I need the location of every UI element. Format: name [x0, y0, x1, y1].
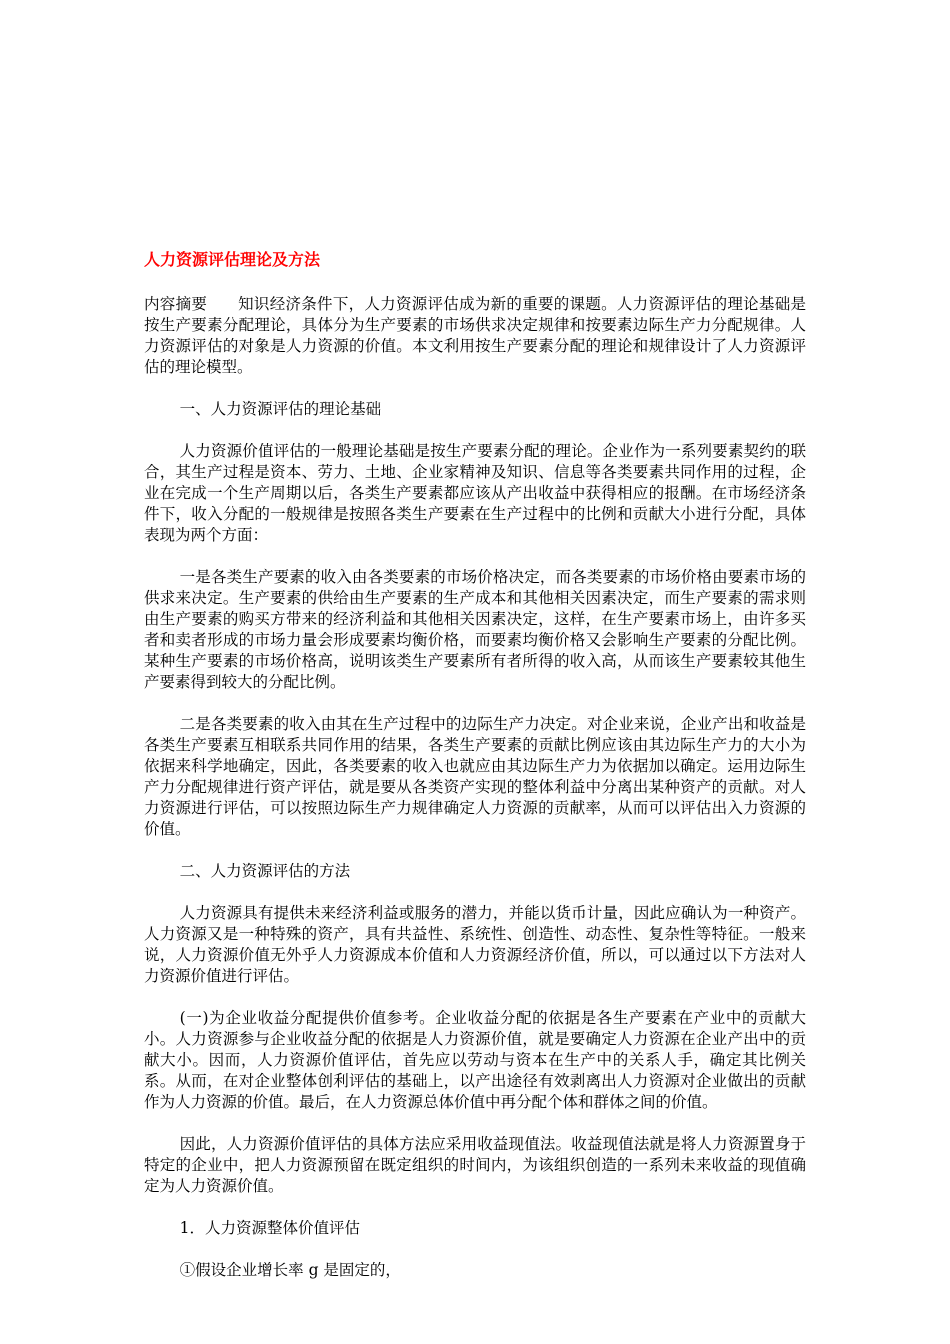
section2-sub-heading: 1．人力资源整体价值评估	[179, 1219, 361, 1237]
document-title: 人力资源评估理论及方法	[144, 250, 321, 269]
section1-paragraph-3: 二是各类要素的收入由其在生产过程中的边际生产力决定。对企业来说，企业产出和收益是各类生产要素互相联系共同作用的结果，各类生产要素的贡献比例应该由其边际生产力的大小为依据来科学地确定，因此，各类要素的收入也就应由其边际生产力为依据加以确定。运用边际生产力分配规律进行资产评估，就是要从各类资产实现的整体利益中分离出某种资产的贡献。对人力资源进行评估，可以按照边际生产力规律确定人力资源的贡献率，从而可以评估出入力资源的价值。	[144, 715, 806, 838]
section2-item-1: ①假设企业增长率 g 是固定的，	[179, 1261, 401, 1279]
abstract-label: 内容摘要	[144, 295, 208, 313]
document-page	[144, 248, 806, 1302]
abstract-text: 知识经济条件下，人力资源评估成为新的重要的课题。人力资源评估的理论基础是按生产要素分配理论，具体分为生产要素的市场供求决定规律和按要素边际生产力分配规律。人力资源评估的对象是人力资源的价值。本文利用按生产要素分配的理论和规律设计了人力资源评估的理论模型。	[144, 295, 806, 376]
section1-heading: 一、人力资源评估的理论基础	[179, 400, 382, 418]
section1-paragraph-2: 一是各类生产要素的收入由各类要素的市场价格决定，而各类要素的市场价格由要素市场的供求来决定。生产要素的供给由生产要素的生产成本和其他相关因素决定，而生产要素的需求则由生产要素的购买方带来的经济利益和其他相关因素决定，这样，在生产要素市场上，由许多买者和卖者形成的市场力量会形成要素均衡价格，而要素均衡价格又会影响生产要素的分配比例。某种生产要素的市场价格高，说明该类生产要素所有者所得的收入高，从而该生产要素较其他生产要素得到较大的分配比例。	[144, 568, 806, 691]
section2-paragraph-2: (一)为企业收益分配提供价值参考。企业收益分配的依据是各生产要素在产业中的贡献大小。人力资源参与企业收益分配的依据是人力资源价值，就是要确定人力资源在企业产出中的贡献大小。因而，人力资源价值评估，首先应以劳动与资本在生产中的关系人手，确定其比例关系。从而，在对企业整体创利评估的基础上，以产出途径有效剥离出人力资源对企业做出的贡献作为人力资源的价值。最后，在人力资源总体价值中再分配个体和群体之间的价值。	[144, 1009, 806, 1111]
section2-paragraph-1: 人力资源具有提供未来经济利益或服务的潜力，并能以货币计量，因此应确认为一种资产。人力资源又是一种特殊的资产，具有共益性、系统性、创造性、动态性、复杂性等特征。一般来说，人力资源价值无外乎人力资源成本价值和人力资源经济价值，所以，可以通过以下方法对人力资源价值进行评估。	[144, 904, 806, 985]
section2-heading: 二、人力资源评估的方法	[179, 862, 351, 880]
section1-paragraph-1: 人力资源价值评估的一般理论基础是按生产要素分配的理论。企业作为一系列要素契约的联合，其生产过程是资本、劳力、土地、企业家精神及知识、信息等各类要素共同作用的过程，企业在完成一个生产周期以后，各类生产要素都应该从产出收益中获得相应的报酬。在市场经济条件下，收入分配的一般规律是按照各类生产要素在生产过程中的比例和贡献大小进行分配，具体表现为两个方面：	[144, 442, 806, 544]
abstract-paragraph	[144, 294, 806, 378]
section2-paragraph-3: 因此，人力资源价值评估的具体方法应采用收益现值法。收益现值法就是将人力资源置身于特定的企业中，把人力资源预留在既定组织的时间内，为该组织创造的一系列未来收益的现值确定为人力资源价值。	[144, 1135, 806, 1195]
